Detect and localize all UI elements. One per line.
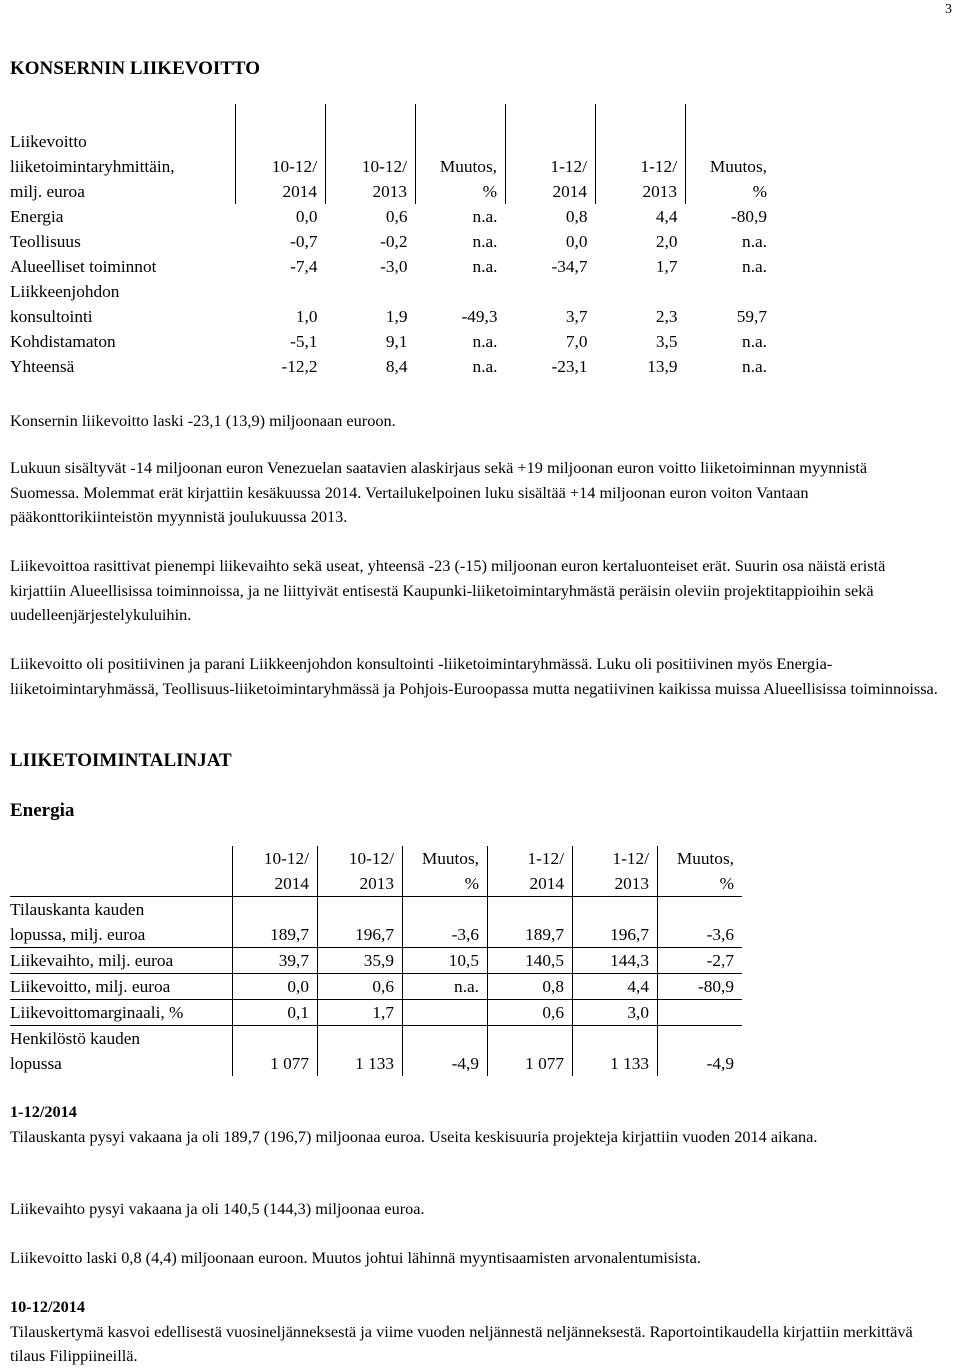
cell-value: 13,9 xyxy=(647,357,678,376)
row-label xyxy=(10,897,233,948)
cell-value: 189,7 xyxy=(488,897,573,948)
table-row xyxy=(10,897,742,948)
column-header xyxy=(596,104,686,204)
column-header-line: 1-12/ xyxy=(640,157,677,176)
table-row xyxy=(10,1026,742,1077)
header-label-line: Liikevoitto xyxy=(10,132,87,151)
cell-value: 8,4 xyxy=(385,357,408,376)
column-header-line: % xyxy=(719,874,734,893)
column-header xyxy=(506,104,596,204)
cell-value: n.a. xyxy=(742,332,767,351)
paragraph: Tilauskanta pysyi vakaana ja oli 189,7 (196,7) miljoonaa euroa. Useita keskisuuria projekteja kirjattiin vuoden 2014 aikana. xyxy=(10,1126,818,1146)
cell-value: n.a. xyxy=(742,357,767,376)
cell-value: -34,7 xyxy=(551,257,588,276)
text-block xyxy=(10,409,940,434)
cell-value: 0,6 xyxy=(385,207,408,226)
column-header-line: Muutos, xyxy=(421,849,479,868)
cell-value: 0,6 xyxy=(318,974,403,1000)
table-header-row xyxy=(10,846,742,897)
column-header-line: 2013 xyxy=(614,874,649,893)
cell-value: 0,0 xyxy=(295,207,318,226)
cell-value: n.a. xyxy=(742,232,767,251)
row-label: Liikevoitto, milj. euroa xyxy=(10,974,233,1000)
table-row xyxy=(10,974,742,1000)
cell-value: 3,5 xyxy=(655,332,678,351)
text-block xyxy=(10,1295,940,1369)
column-header-line: % xyxy=(464,874,479,893)
table-row xyxy=(10,1000,742,1026)
cell-value: 144,3 xyxy=(573,948,658,974)
cell-value: 0,0 xyxy=(565,232,588,251)
cell-value: 1 133 xyxy=(573,1026,658,1077)
section-title: LIIKETOIMINTALINJAT xyxy=(10,750,232,771)
subsection-title: Energia xyxy=(10,800,75,821)
column-header xyxy=(233,846,318,897)
period-title: 1-12/2014 xyxy=(10,1102,77,1121)
cell-value: 140,5 xyxy=(488,948,573,974)
column-header xyxy=(658,846,743,897)
cell-value: 0,0 xyxy=(233,974,318,1000)
row-label-line: konsultointi xyxy=(10,307,93,326)
text-block xyxy=(10,456,940,530)
column-header xyxy=(488,846,573,897)
row-label: Liikevaihto, milj. euroa xyxy=(10,948,233,974)
column-header-line: 1-12/ xyxy=(550,157,587,176)
paragraph: Liikevoitto oli positiivinen ja parani Liikkeenjohdon konsultointi -liiketoimintaryhmässä. Luku oli positiivinen myös Energia-liiketoimintaryhmässä, Teollisuus-liiketoimintaryhmässä ja Pohjois-Euroopassa mutta negatiivinen kaikissa muissa Alueellisissa toiminnoissa. xyxy=(10,654,938,698)
cell-value: n.a. xyxy=(472,257,498,276)
header-label-cell xyxy=(10,104,236,204)
column-header xyxy=(686,104,776,204)
column-header-line: 2014 xyxy=(282,182,317,201)
paragraph: Liikevaihto pysyi vakaana ja oli 140,5 (144,3) miljoonaa euroa. xyxy=(10,1199,425,1218)
table-row xyxy=(10,948,742,974)
column-header xyxy=(403,846,488,897)
cell-value: 1 077 xyxy=(233,1026,318,1077)
column-header-line: 2014 xyxy=(552,182,587,201)
cell-value: -4,9 xyxy=(403,1026,488,1077)
cell-value: -7,4 xyxy=(290,257,318,276)
column-header-line: 2013 xyxy=(359,874,394,893)
cell-value: 196,7 xyxy=(573,897,658,948)
row-label: Liikevoittomarginaali, % xyxy=(10,1000,233,1026)
column-header-line: % xyxy=(482,182,497,201)
section-title: KONSERNIN LIIKEVOITTO xyxy=(10,58,261,79)
cell-value: 1,7 xyxy=(318,1000,403,1026)
column-header-line: Muutos, xyxy=(439,157,497,176)
cell-value: 9,1 xyxy=(385,332,408,351)
cell-value: 3,0 xyxy=(573,1000,658,1026)
cell-value: 10,5 xyxy=(403,948,488,974)
column-header-line: 10-12/ xyxy=(271,157,317,176)
cell-value: n.a. xyxy=(472,207,498,226)
table-row xyxy=(10,229,775,254)
cell-value: -80,9 xyxy=(731,207,767,226)
row-label-line: lopussa xyxy=(10,1054,62,1073)
paragraph: Liikevoittoa rasittivat pienempi liikevaihto sekä useat, yhteensä -23 (-15) miljoonan euron kertaluonteiset erät. Suurin osa näistä eristä kirjattiin Alueellisissa toiminnoissa, ja ne liittyivät entisestä Kaupunki-liiketoimintaryhmästä peräisin oleviin projektitappioihin sekä uudelleenjärjestelykuluihin. xyxy=(10,556,886,625)
paragraph: Konsernin liikevoitto laski -23,1 (13,9) miljoonaan euroon. xyxy=(10,411,396,430)
cell-value: n.a. xyxy=(472,332,498,351)
text-block xyxy=(10,652,940,701)
column-header-line: 10-12/ xyxy=(361,157,407,176)
row-label: Teollisuus xyxy=(10,232,81,251)
cell-value: 4,4 xyxy=(655,207,678,226)
cell-value: 0,6 xyxy=(488,1000,573,1026)
cell-value: n.a. xyxy=(403,974,488,1000)
column-header xyxy=(236,104,326,204)
cell-value: 1,9 xyxy=(385,307,408,326)
column-header-line: 10-12/ xyxy=(263,849,309,868)
text-block xyxy=(10,1246,940,1271)
cell-value: 0,8 xyxy=(488,974,573,1000)
table-row xyxy=(10,254,775,279)
column-header-line: Muutos, xyxy=(676,849,734,868)
cell-value xyxy=(403,1000,488,1026)
header-label-line: milj. euroa xyxy=(10,182,85,201)
cell-value: -3,0 xyxy=(380,257,408,276)
cell-value: 1,0 xyxy=(295,307,318,326)
cell-value: 189,7 xyxy=(233,897,318,948)
paragraph: Liikevoitto laski 0,8 (4,4) miljoonaan euroon. Muutos johtui lähinnä myyntisaamisten arvonalentumisista. xyxy=(10,1248,701,1267)
column-header xyxy=(318,846,403,897)
column-header-line: 1-12/ xyxy=(612,849,649,868)
column-header-line: 10-12/ xyxy=(348,849,394,868)
cell-value: 35,9 xyxy=(318,948,403,974)
row-label: Kohdistamaton xyxy=(10,332,116,351)
paragraph: Tilauskertymä kasvoi edellisestä vuosineljänneksestä ja viime vuoden neljännestä neljänneksestä. Raportointikaudella kirjattiin merkittävä tilaus Filippiineillä. xyxy=(10,1321,913,1366)
cell-value: -12,2 xyxy=(281,357,318,376)
table-row xyxy=(10,204,775,229)
cell-value: 2,0 xyxy=(655,232,678,251)
row-label-line: Henkilöstö kauden xyxy=(10,1029,141,1048)
cell-value: 0,1 xyxy=(233,1000,318,1026)
cell-value: -4,9 xyxy=(658,1026,743,1077)
row-label xyxy=(10,1026,233,1077)
cell-value: -23,1 xyxy=(551,357,588,376)
cell-value: 0,8 xyxy=(565,207,588,226)
column-header xyxy=(326,104,416,204)
cell-value: -3,6 xyxy=(658,897,743,948)
cell-value: 39,7 xyxy=(233,948,318,974)
table-row xyxy=(10,354,775,379)
cell-value: -2,7 xyxy=(658,948,743,974)
operating-profit-table xyxy=(10,104,775,379)
cell-value: n.a. xyxy=(742,257,767,276)
row-label xyxy=(10,279,236,329)
header-label-cell xyxy=(10,846,233,897)
column-header-line: 1-12/ xyxy=(527,849,564,868)
table-row xyxy=(10,329,775,354)
cell-value: 7,0 xyxy=(565,332,588,351)
cell-value: -80,9 xyxy=(658,974,743,1000)
column-header xyxy=(573,846,658,897)
cell-value: 3,7 xyxy=(565,307,588,326)
column-header-line: 2014 xyxy=(274,874,309,893)
cell-value: 2,3 xyxy=(655,307,678,326)
row-label: Energia xyxy=(10,207,64,226)
cell-value: -0,2 xyxy=(380,232,408,251)
row-label: Yhteensä xyxy=(10,357,75,376)
row-label-line: lopussa, milj. euroa xyxy=(10,925,146,944)
cell-value: -5,1 xyxy=(290,332,318,351)
column-header xyxy=(416,104,506,204)
cell-value: 196,7 xyxy=(318,897,403,948)
table-header-row xyxy=(10,104,775,204)
paragraph: Lukuun sisältyvät -14 miljoonan euron Venezuelan saatavien alaskirjaus sekä +19 miljoonan euron voitto liiketoiminnan myynnistä Suomessa. Molemmat erät kirjattiin kesäkuussa 2014. Vertailukelpoinen luku sisältää +14 miljoonan euron voiton Vantaan pääkonttorikiinteistön myynnistä joulukuussa 2013. xyxy=(10,458,868,527)
cell-value: -49,3 xyxy=(461,307,498,326)
period-title: 10-12/2014 xyxy=(10,1297,86,1316)
cell-value xyxy=(658,1000,743,1026)
column-header-line: 2013 xyxy=(642,182,677,201)
cell-value: 1 133 xyxy=(318,1026,403,1077)
header-label-line: liiketoimintaryhmittäin, xyxy=(10,157,175,176)
table-row xyxy=(10,279,775,329)
column-header-line: % xyxy=(752,182,767,201)
row-label: Alueelliset toiminnot xyxy=(10,257,157,276)
cell-value: 59,7 xyxy=(736,307,767,326)
row-label-line: Tilauskanta kauden xyxy=(10,900,145,919)
column-header-line: Muutos, xyxy=(709,157,767,176)
cell-value: 1,7 xyxy=(655,257,678,276)
cell-value: -0,7 xyxy=(290,232,318,251)
page-number: 3 xyxy=(945,2,952,17)
text-block xyxy=(10,1100,940,1149)
cell-value: 1 077 xyxy=(488,1026,573,1077)
cell-value: n.a. xyxy=(472,357,498,376)
cell-value: 4,4 xyxy=(573,974,658,1000)
column-header-line: 2014 xyxy=(529,874,564,893)
cell-value: n.a. xyxy=(472,232,498,251)
text-block xyxy=(10,554,940,628)
cell-value: -3,6 xyxy=(403,897,488,948)
column-header-line: 2013 xyxy=(372,182,407,201)
row-label-line: Liikkeenjohdon xyxy=(10,282,120,301)
text-block xyxy=(10,1197,940,1222)
energia-key-figures-table xyxy=(10,846,742,1076)
